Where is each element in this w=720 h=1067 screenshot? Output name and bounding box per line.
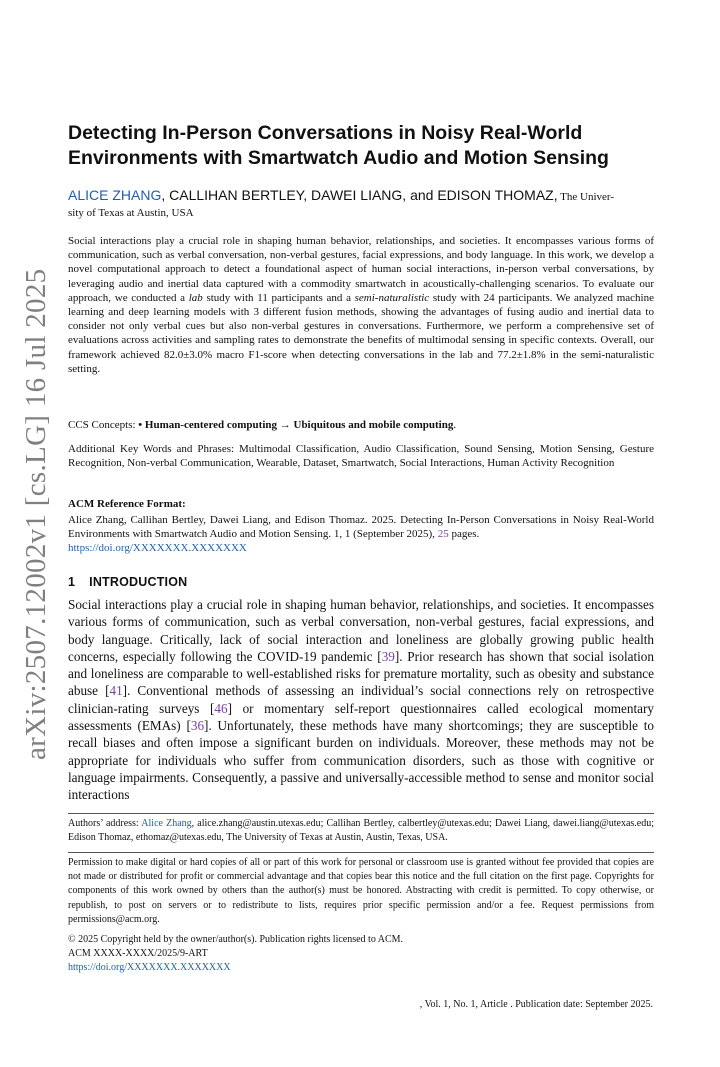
paper-title: Detecting In-Person Conversations in Noisy Real-World Environments with Smartwatch Audio and Motion Sensing [68,122,609,169]
ccs-concept-bold: • Human-centered computing → Ubiquitous and mobile computing [138,419,454,431]
intro-text-4: ] or momentary self-report questionnaires called ecological momentary assessments (EMAs) [ [68,700,654,734]
acm-reference-text: Alice Zhang, Callihan Bertley, Dawei Liang, and Edison Thomaz. 2025. Detecting In-Person Conversations in Noisy Real-World Environments with Smartwatch Audio and Motion Sensing. 1, 1 (September 2025), [68,514,654,541]
publication-info [68,933,654,976]
affiliation-part-a: The Univer- [557,191,615,203]
ccs-end: . [453,419,457,431]
footnote-divider [68,813,654,814]
copyright-line: © 2025 Copyright held by the owner/author(s). Publication rights licensed to ACM. [68,934,404,945]
author-link-alice-zhang[interactable]: ALICE ZHANG [68,187,162,203]
author-list [68,186,658,207]
author-name-link[interactable]: Alice Zhang [141,818,192,829]
intro-text-5: ]. Unfortunately, these methods have many shortcomings; they are susceptible to recall biases and often impose a significant burden on individuals. Moreover, these methods may not be appropriate for individuals who suffer from communication disorders, such as those with cognitive or language impairments. Consequently, a passive and universally-accessible method to sense and monitor social interactions [68,718,654,803]
abstract-text-3: study with 24 participants. We analyzed machine learning and deep learning models with 3 different fusion methods, showing the advantages of fusing audio and inertial data to consider not only verbal cues but also non-verbal gestures in conversations. Furthermore, we perform a comprehensive set of evaluations across activities and sampling rates to demonstrate the benefits of multimodal sensing in specific contexts. Overall, our framework achieved 82.0±3.0% macro F1-score when detecting conversations in the lab and 77.2±1.8% in the semi-naturalistic setting. [68,291,654,375]
footnote-rest: , alice.zhang@austin.utexas.edu; Callihan Bertley, calbertley@utexas.edu; Dawei Liang, dawei.liang@utexas.edu; Edison Thomaz, ethomaz@utexas.edu, The University of Texas at Austin, Austin, Texas, USA. [68,818,655,843]
abstract-text-1: Social interactions play a crucial role in shaping human behavior, relationships, and societies. It encompasses various forms of communication, such as verbal conversation, non-verbal gestures, facial expressions, and body language. In this work, we develop a novel computational approach to detect a foundational aspect of human social interactions, in-person verbal conversations, by leveraging audio and inertial data captured with a commodity smartwatch in acoustically-challenging scenarios. To evaluate our approach, we conducted a [68,235,654,304]
other-authors: , CALLIHAN BERTLEY, DAWEI LIANG, and EDISON THOMAZ, [161,187,558,203]
abstract [68,234,654,376]
keywords: Additional Key Words and Phrases: Multimodal Classification, Audio Classification, Sound Sensing, Motion Sensing, Gesture Recognition, Non-verbal Communication, Wearable, Dataset, Smartwatch, Social Interactions, Human Activity Recognition [68,443,654,470]
footnote-lead: Authors’ address: [68,818,142,829]
citation-link[interactable]: 41 [109,683,123,699]
doi-link[interactable]: https://doi.org/XXXXXXX.XXXXXXX [68,542,247,555]
affiliation-part-b: sity of Texas at Austin, USA [68,207,194,219]
citation-link[interactable]: 36 [190,718,205,734]
page-count-link[interactable]: 25 [437,528,449,541]
abstract-semi-italic: semi-naturalistic [354,291,430,304]
page-footer: , Vol. 1, No. 1, Article . Publication date: September 2025. [419,999,653,1010]
abstract-text-2: study with 11 participants and a [202,291,355,304]
authors-address-footnote [68,817,654,845]
citation-link[interactable]: 46 [214,700,228,716]
section-title: INTRODUCTION [89,575,188,589]
permission-notice: Permission to make digital or hard copies of all or part of this work for personal or classroom use is granted without fee provided that copies are not made or distributed for profit or commercial advantage and that copies bear this notice and the full citation on the first page. Copyrights for components of this work owned by others than the author(s) must be honored. Abstracting with credit is permitted. To copy otherwise, or republish, to post on servers or to redistribute to lists, requires prior specific permission and/or a fee. Request permissions from permissions@acm.org. [68,857,654,925]
abstract-lab-italic: lab [188,291,203,304]
intro-text-3: ]. Conventional methods of assessing an individual’s social connections rely on retrospective clinician-rating surveys [ [68,683,655,716]
arxiv-stamp: arXiv:2507.12002v1 [cs.LG] 16 Jul 2025 [20,268,52,760]
acm-reference-heading: ACM Reference Format: [68,498,186,510]
introduction-paragraph [68,596,654,804]
permission-divider [68,852,654,853]
pages-suffix: pages. [448,528,480,541]
acm-reference [68,513,654,556]
section-heading-introduction [68,575,187,589]
doi-link-footer[interactable]: https://doi.org/XXXXXXX.XXXXXXX [68,962,231,974]
intro-text-1: Social interactions play a crucial role in shaping human behavior, relationships, and societies. It encompasses various forms of communication, such as verbal conversation, non-verbal gestures, facial expressions, and body language. Critically, lack of social interaction and loneliness are globally growing public health concerns, especially following the COVID-19 pandemic [ [68,597,654,664]
section-number: 1 [68,575,76,589]
ccs-concepts [68,419,654,431]
acm-id-line: ACM XXXX-XXXX/2025/9-ART [68,948,208,960]
ccs-label: CCS Concepts: [68,419,139,431]
citation-link[interactable]: 39 [381,648,395,664]
intro-text-2: ]. Prior research has shown that social isolation and loneliness are comparable to well-established risks for premature mortality, such as obesity and substance abuse [ [68,648,654,699]
